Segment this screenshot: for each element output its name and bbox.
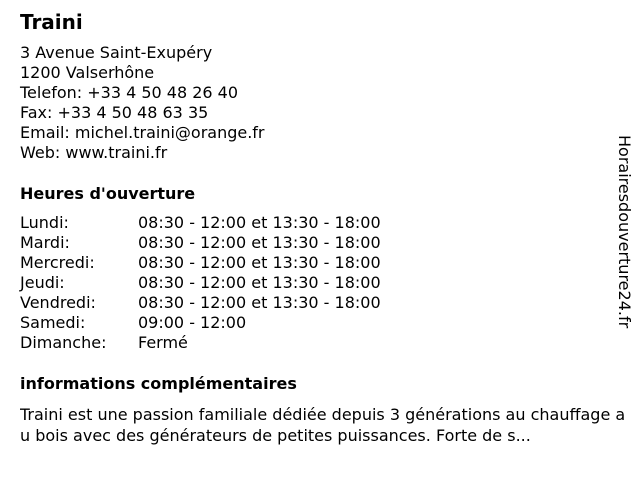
day-label: Dimanche: xyxy=(20,333,107,352)
hours-row-thursday xyxy=(20,273,381,293)
hours-row-friday xyxy=(20,293,381,313)
time-value: 08:30 - 12:00 et 13:30 - 18:00 xyxy=(138,253,381,272)
email-address[interactable]: Email: michel.traini@orange.fr xyxy=(20,123,265,142)
business-name: Traini xyxy=(20,10,83,34)
site-watermark: Horairesdouverture24.fr xyxy=(615,135,634,329)
hours-row-tuesday xyxy=(20,233,381,253)
address-street: 3 Avenue Saint-Exupéry xyxy=(20,43,213,62)
address-city: 1200 Valserhône xyxy=(20,63,155,82)
hours-row-wednesday xyxy=(20,253,381,273)
opening-hours-heading: Heures d'ouverture xyxy=(20,184,196,203)
day-label: Jeudi: xyxy=(20,273,65,292)
day-label: Mardi: xyxy=(20,233,70,252)
time-value: 08:30 - 12:00 et 13:30 - 18:00 xyxy=(138,213,381,232)
hours-row-monday xyxy=(20,213,381,233)
additional-info-heading: informations complémentaires xyxy=(20,374,297,393)
website-link[interactable]: Web: www.traini.fr xyxy=(20,143,168,162)
time-value: 08:30 - 12:00 et 13:30 - 18:00 xyxy=(138,273,381,292)
fax-number: Fax: +33 4 50 48 63 35 xyxy=(20,103,209,122)
day-label: Mercredi: xyxy=(20,253,95,272)
day-label: Samedi: xyxy=(20,313,86,332)
hours-row-saturday xyxy=(20,313,381,333)
time-value: 08:30 - 12:00 et 13:30 - 18:00 xyxy=(138,233,381,252)
hours-row-sunday xyxy=(20,333,381,353)
time-value: 09:00 - 12:00 xyxy=(138,313,247,332)
phone-number[interactable]: Telefon: +33 4 50 48 26 40 xyxy=(20,83,239,102)
day-label: Vendredi: xyxy=(20,293,96,312)
day-label: Lundi: xyxy=(20,213,69,232)
time-value: Fermé xyxy=(138,333,188,352)
contact-block xyxy=(20,43,265,163)
time-value: 08:30 - 12:00 et 13:30 - 18:00 xyxy=(138,293,381,312)
business-description: Traini est une passion familiale dédiée depuis 3 générations au chauffage au bois avec des générateurs de petites puissances. Forte de s... xyxy=(20,405,626,445)
opening-hours-table xyxy=(20,213,381,353)
